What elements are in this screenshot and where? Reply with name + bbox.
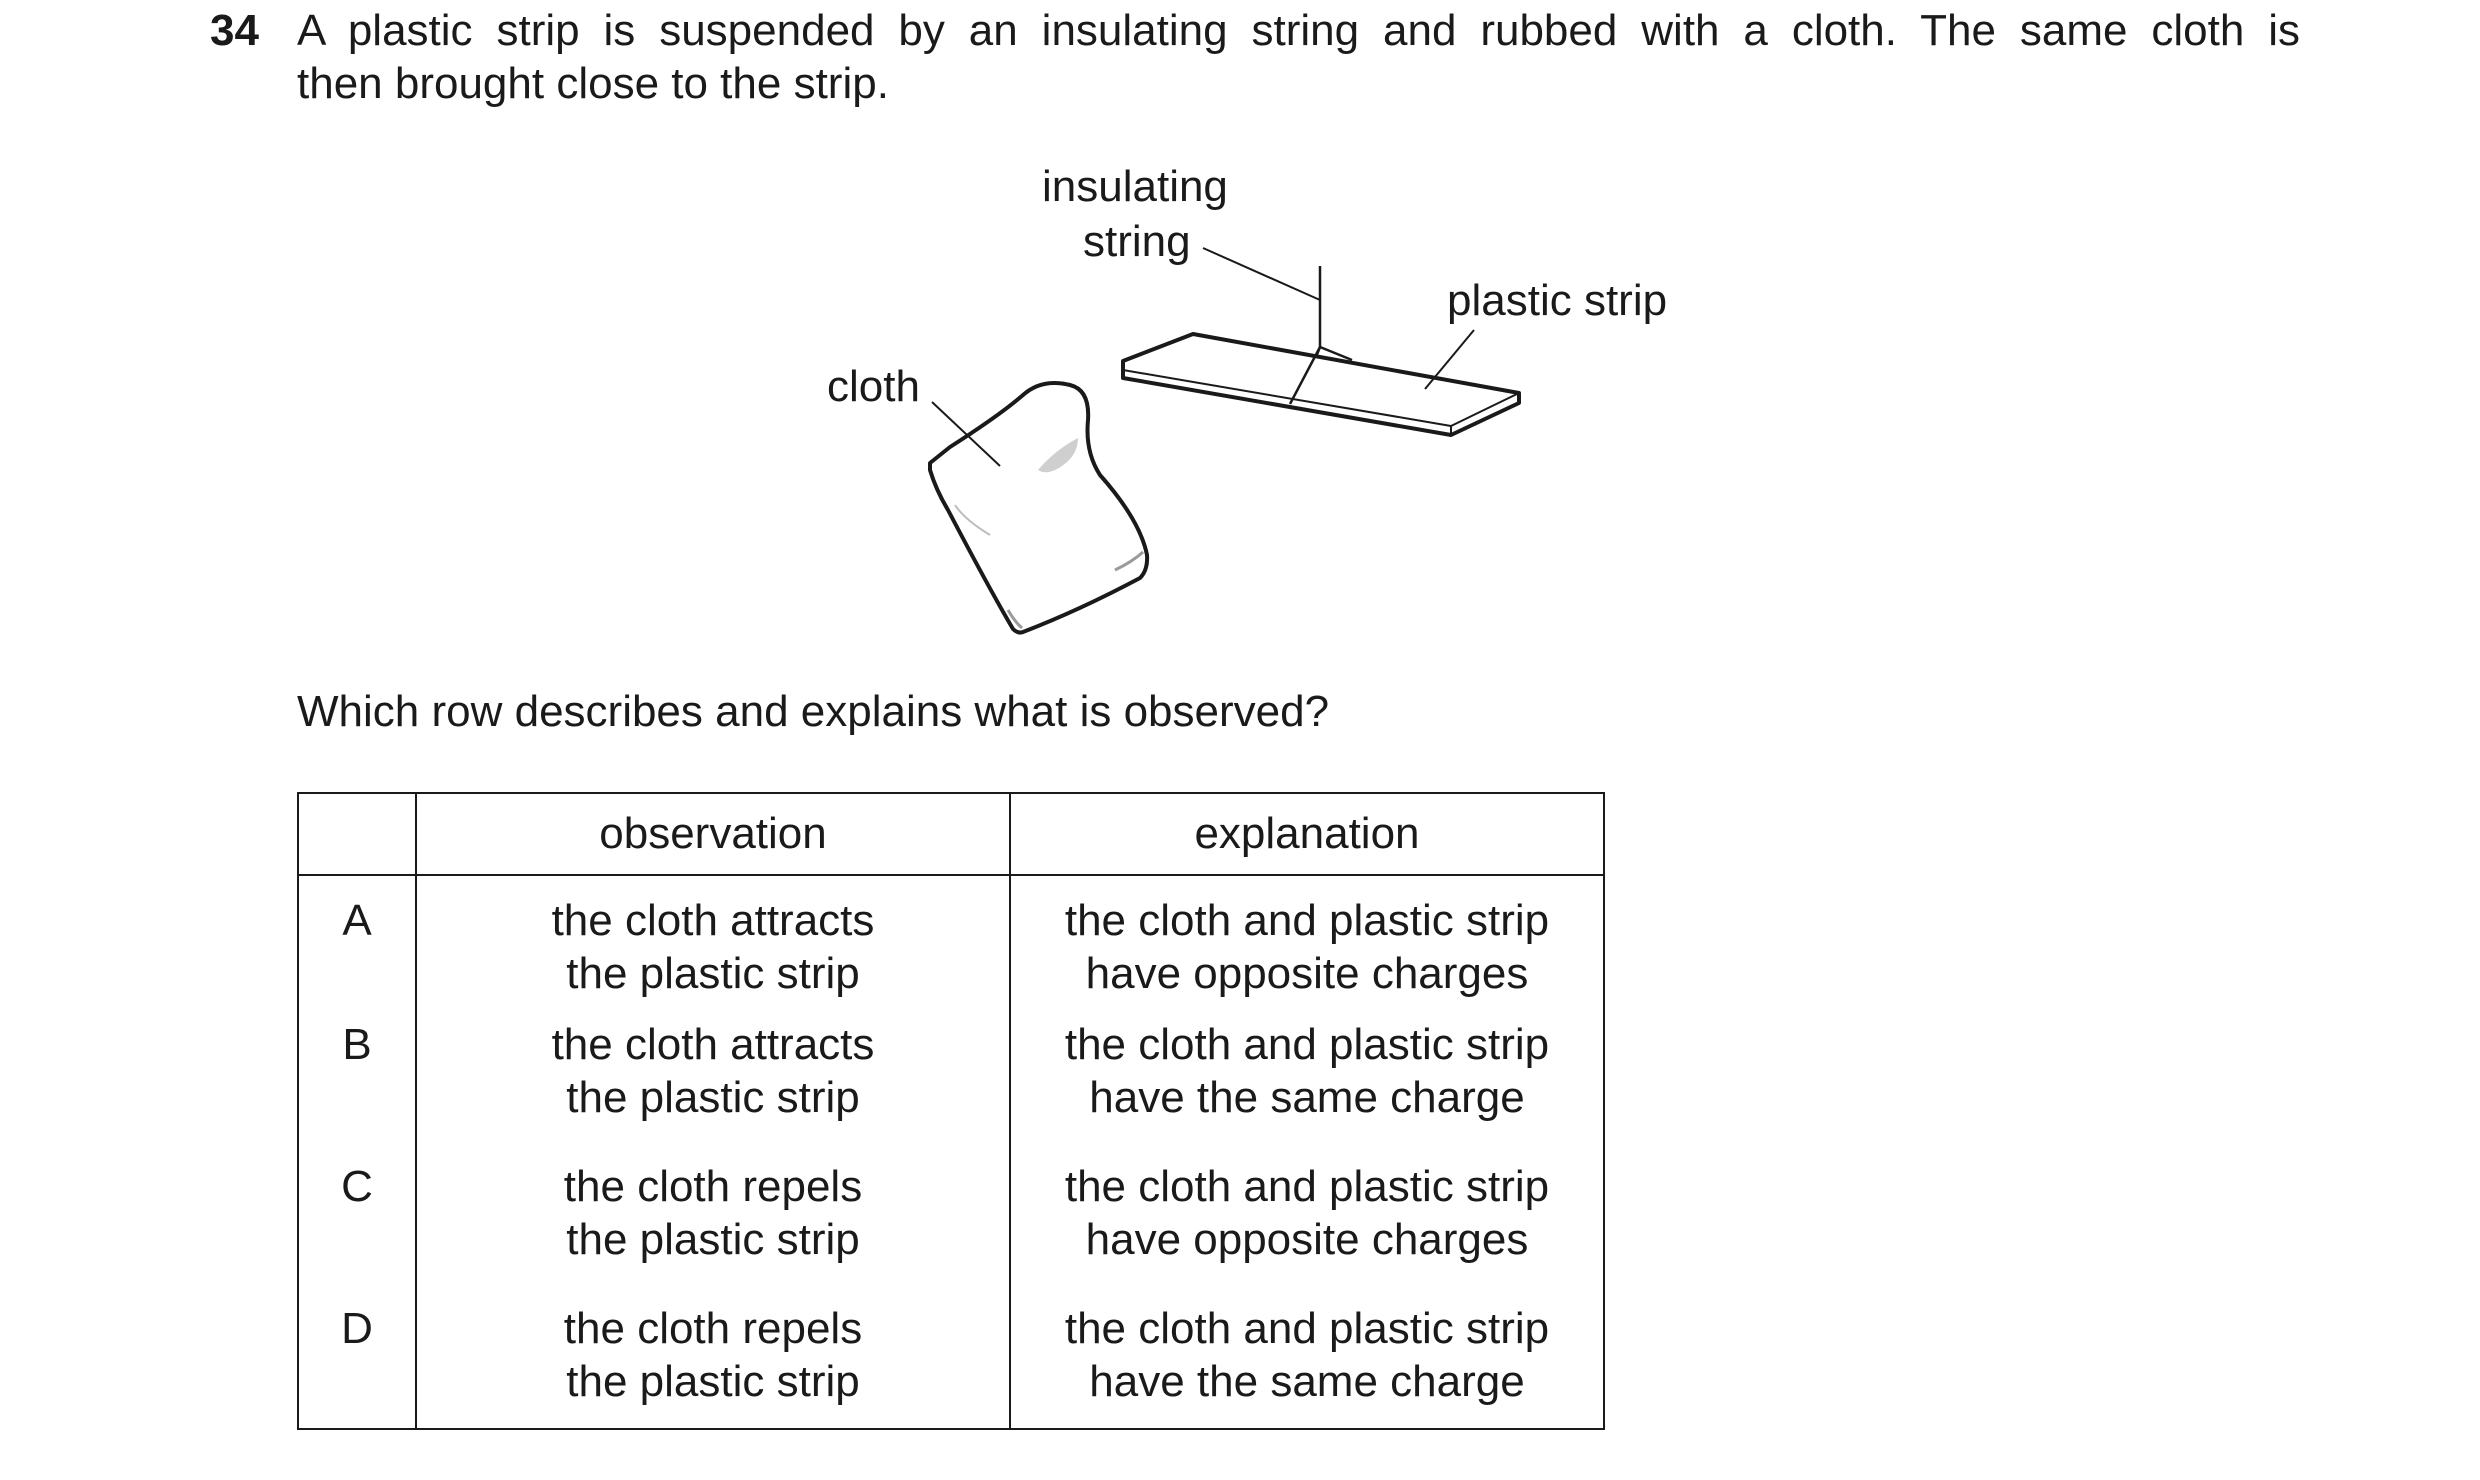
table-header-row (298, 793, 1604, 875)
observation-line: the plastic strip (566, 1073, 860, 1122)
answer-options-table (297, 792, 1605, 1430)
observation-cell (416, 875, 1010, 1018)
insulating-string (1316, 266, 1352, 360)
table-row (298, 875, 1604, 1018)
question-number: 34 (210, 6, 259, 55)
explanation-line: have opposite charges (1085, 949, 1529, 998)
header-explanation: explanation (1010, 793, 1604, 875)
observation-line: the cloth attracts (551, 1020, 875, 1069)
explanation-cell (1010, 1160, 1604, 1302)
table-row (298, 1018, 1604, 1160)
observation-line: the cloth repels (563, 1162, 863, 1211)
cloth (930, 383, 1147, 633)
explanation-line: the cloth and plastic strip (1064, 1162, 1550, 1211)
option-letter: D (298, 1302, 416, 1429)
label-cloth: cloth (827, 362, 920, 411)
option-letter: C (298, 1160, 416, 1302)
leader-line-string (1203, 248, 1320, 300)
observation-cell (416, 1160, 1010, 1302)
observation-cell (416, 1302, 1010, 1429)
observation-line: the plastic strip (566, 949, 860, 998)
stem-line-1: A plastic strip is suspended by an insulating string and rubbed with a cloth. The same cloth is (297, 6, 2300, 55)
observation-line: the plastic strip (566, 1215, 860, 1264)
observation-line: the plastic strip (566, 1357, 860, 1406)
label-insulating: insulating (1042, 162, 1228, 211)
observation-line: the cloth repels (563, 1304, 863, 1353)
option-letter: A (298, 875, 416, 1018)
diagram-plastic-strip-and-cloth (0, 0, 2480, 700)
table-row (298, 1302, 1604, 1429)
explanation-line: the cloth and plastic strip (1064, 896, 1550, 945)
observation-line: the cloth attracts (551, 896, 875, 945)
explanation-line: have the same charge (1089, 1357, 1525, 1406)
label-string: string (1083, 217, 1191, 266)
explanation-line: have the same charge (1089, 1073, 1525, 1122)
observation-cell (416, 1018, 1010, 1160)
label-plastic-strip: plastic strip (1447, 276, 1668, 325)
header-blank (298, 793, 416, 875)
explanation-cell (1010, 875, 1604, 1018)
table-row (298, 1160, 1604, 1302)
explanation-line: the cloth and plastic strip (1064, 1304, 1550, 1353)
question-prompt: Which row describes and explains what is observed? (297, 687, 1330, 736)
explanation-line: the cloth and plastic strip (1064, 1020, 1550, 1069)
explanation-cell (1010, 1018, 1604, 1160)
explanation-line: have opposite charges (1085, 1215, 1529, 1264)
stem-line-2: then brought close to the strip. (297, 59, 889, 108)
header-observation: observation (416, 793, 1010, 875)
option-letter: B (298, 1018, 416, 1160)
plastic-strip (1123, 334, 1519, 435)
explanation-cell (1010, 1302, 1604, 1429)
